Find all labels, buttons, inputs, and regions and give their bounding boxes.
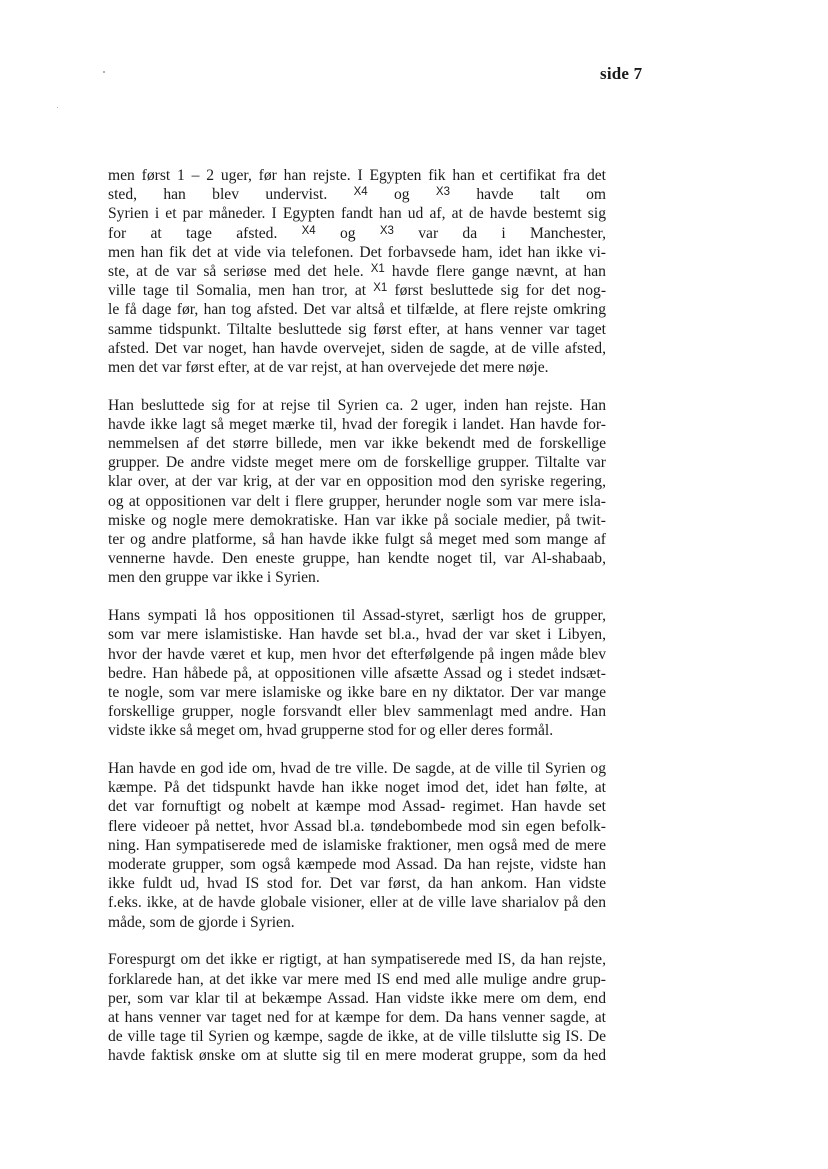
text-run: f.eks. ikke, at de havde globale visioner, eller at de ville lave sharialov på den [108,894,606,912]
text-run: nemmelsen af det større billede, men var ikke bekendt med de forskellige [108,435,606,453]
anonymized-name: X4 [353,186,368,199]
text-line [108,970,606,989]
text-line [108,568,606,587]
text-run: for at tage afsted. [108,224,278,242]
text-run: bedre. Han håbede på, at oppositionen ville afsætte Assad og i stedet indsæt- [108,664,606,682]
text-run: havde flere gange nævnt, at han [391,262,606,280]
text-run: var da i Manchester, [418,224,607,242]
text-run: ville tage til Somalia, men han tror, at [108,282,367,300]
text-run: og [340,224,356,242]
paragraph [108,950,606,1065]
text-line [108,530,606,549]
text-line [108,453,606,472]
text-line [108,320,606,339]
text-run: vidste ikke så meget om, hvad grupperne stod for og eller deres formål. [108,722,554,740]
text-line [108,874,606,893]
document-body [108,166,606,1084]
text-run: forklarede han, at det ikke var mere med IS end med alle mulige andre grup- [108,970,606,988]
text-run: le få dage før, han tog afsted. Det var altså et tilfælde, at flere rejste omkring [108,301,606,319]
text-line [108,913,606,932]
text-line [108,415,606,434]
page-number: side 7 [600,64,643,83]
text-run: men han fik det at vide via telefonen. Det forbavsede ham, idet han ikke vi- [108,243,606,261]
text-run: at hans venner var taget ned for at kæmpe for dem. Da hans venner sagde, at [108,1008,606,1026]
text-run: ning. Han sympatiserede med de islamiske fraktioner, men også med de mere [108,836,606,854]
text-line [108,1008,606,1027]
text-run: Syrien i et par måneder. I Egypten fandt han ud af, at de havde bestemt sig [108,205,606,223]
text-run: te nogle, som var mere islamiske og ikke bare en ny diktator. Der var mange [108,683,606,701]
text-line [108,989,606,1008]
text-line [108,1027,606,1046]
text-line [108,836,606,855]
text-run: sted, han blev undervist. [108,186,328,204]
paragraph [108,759,606,932]
anonymized-name: X1 [370,262,385,275]
text-line [108,664,606,683]
text-run: hvor der havde været et kup, men hvor det efterfølgende på ingen måde blev [108,645,606,663]
text-line [108,511,606,530]
text-line [108,625,606,644]
text-run: Hans sympati lå hos oppositionen til Assad-styret, særligt hos de grupper, [108,607,606,625]
text-run: men den gruppe var ikke i Syrien. [108,569,320,587]
text-line [108,492,606,511]
text-run: forskellige grupper, nogle forsvandt eller blev sammenlagt med andre. Han [108,703,606,721]
scan-speck [103,71,105,73]
text-line [108,759,606,778]
text-run: og at oppositionen var delt i flere grupper, herunder nogle som var mere isla- [108,492,606,510]
text-line [108,778,606,797]
text-line [108,224,606,243]
text-line [108,549,606,568]
text-run: flere videoer på nettet, hvor Assad bl.a. tøndebombede mod sin egen befolk- [108,817,606,835]
text-line [108,300,606,319]
text-line [108,702,606,721]
text-run: kæmpe. På det tidspunkt havde han ikke noget imod det, idet han følte, at [108,779,606,797]
text-run: havde talt om [476,186,607,204]
text-run: moderate grupper, som også kæmpede mod Assad. Da han rejste, vidste han [108,855,606,873]
text-line [108,166,606,185]
text-run: ikke fuldt ud, hvad IS stod for. Det var først, da han ankom. Han vidste [108,875,606,893]
text-line [108,797,606,816]
text-line [108,185,606,204]
text-run: grupper. De andre vidste meget mere om de forskellige grupper. Tiltalte var [108,454,606,472]
text-run: de ville tage til Syrien og kæmpe, sagde de ikke, at de ville tilslutte sig IS. De [108,1028,606,1046]
text-run: Forespurgt om det ikke er rigtigt, at han sympatiserede med IS, da han rejste, [108,951,606,969]
text-run: det var fornuftigt og nobelt at kæmpe mod Assad- regimet. Han havde set [108,798,606,816]
text-run: først besluttede sig for det nog- [394,282,607,300]
paragraph [108,396,606,588]
text-line [108,281,606,300]
text-line [108,204,606,223]
paragraph [108,606,606,740]
text-line [108,606,606,625]
text-run: og [394,186,410,204]
text-line [108,950,606,969]
text-run: samme tidspunkt. Tiltalte besluttede sig først efter, at hans venner var taget [108,320,606,338]
text-run: som var mere islamistiske. Han havde set bl.a., hvad der var sket i Libyen, [108,626,606,644]
text-line [108,358,606,377]
text-line [108,721,606,740]
text-run: men først 1 – 2 uger, før han rejste. I Egypten fik han et certifikat fra det [108,167,606,184]
text-run: vennerne havde. Den eneste gruppe, han kendte noget til, var Al-shabaab, [108,550,606,568]
text-run: ter og andre platforme, så han havde ikke fulgt så meget med som mange af [108,530,606,548]
paragraph [108,166,606,377]
text-run: klar over, at der var krig, at der var en opposition mod den syriske regering, [108,473,606,491]
anonymized-name: X3 [435,186,450,199]
text-run: havde ikke lagt så meget mærke til, hvad der foregik i landet. Han havde for- [108,415,606,433]
text-run: men det var først efter, at de var rejst, at han overvejede det mere nøje. [108,358,549,376]
scan-speck [57,107,58,108]
text-run: Han besluttede sig for at rejse til Syrien ca. 2 uger, inden han rejste. Han [108,396,606,414]
anonymized-name: X1 [373,282,388,295]
anonymized-name: X3 [379,224,394,237]
text-line [108,855,606,874]
text-line [108,472,606,491]
text-run: ste, at de var så seriøse med det hele. [108,262,364,280]
text-run: per, som var klar til at bekæmpe Assad. Han vidste ikke mere om dem, end [108,989,606,1007]
text-run: afsted. Det var noget, han havde overvejet, siden de sagde, at de ville afsted, [108,339,606,357]
text-line [108,817,606,836]
text-line [108,243,606,262]
text-run: miske og nogle mere demokratiske. Han var ikke på sociale medier, på twit- [108,511,606,529]
anonymized-name: X4 [301,224,316,237]
text-run: havde faktisk ønske om at slutte sig til en mere moderat gruppe, som da hed [108,1047,606,1065]
text-run: Han havde en god ide om, hvad de tre ville. De sagde, at de ville til Syrien og [108,760,606,778]
text-line [108,434,606,453]
text-line [108,339,606,358]
text-line [108,262,606,281]
text-run: måde, som de gjorde i Syrien. [108,913,295,931]
text-line [108,683,606,702]
text-line [108,645,606,664]
text-line [108,893,606,912]
text-line [108,1046,606,1065]
text-line [108,396,606,415]
